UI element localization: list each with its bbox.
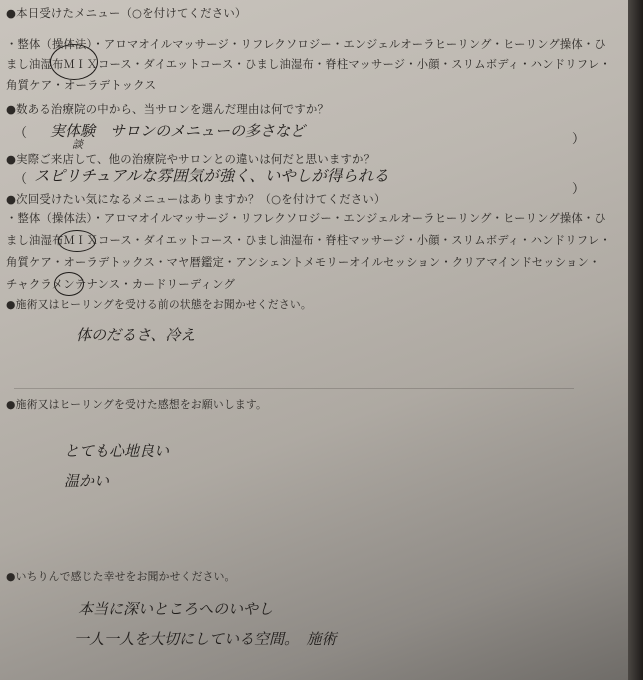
- q7-handwritten-line-1: 本当に深いところへのいやし: [78, 600, 274, 618]
- q6-handwritten-line-1: とても心地良い: [64, 442, 170, 460]
- q3-close-paren: ）: [572, 182, 586, 197]
- divider: [14, 388, 574, 389]
- q2-open-paren: （: [14, 126, 28, 141]
- q2-close-paren: ）: [572, 132, 586, 147]
- q3-handwritten-answer: スピリチュアルな雰囲気が強く、いやしが得られる: [34, 167, 389, 185]
- menu-line-1: ・整体（操体法）・アロマオイルマッサージ・リフレクソロジー・エンジェルオーラヒーリング・ヒーリング操体・ひ: [6, 38, 606, 51]
- selection-circle-2: [58, 230, 96, 252]
- q3-title: ●実際ご来店して、他の治療院やサロンとの違いは何だと思いますか？: [6, 152, 376, 166]
- selection-circle-3: [54, 272, 84, 296]
- q4-title: ●次回受けたい気になるメニューはありますか？（○を付けてください）: [6, 192, 386, 206]
- menu-line-3: 角質ケア・オーラデトックス: [6, 78, 157, 92]
- q1-title: ●本日受けたメニュー（○を付けてください）: [6, 6, 247, 20]
- page-edge-shadow: [628, 0, 643, 680]
- selection-circle: [50, 44, 98, 80]
- menu2-line-2: まし油湿布ＭＩＸコース・ダイエットコース・ひまし油湿布・脊柱マッサージ・小顔・スリムボディ・ハンドリフレ・: [6, 234, 611, 247]
- q3-open-paren: （: [14, 172, 28, 187]
- menu2-line-4: チャクラメンテナンス・カードリーディング: [6, 277, 236, 291]
- q5-title: ●施術又はヒーリングを受ける前の状態をお聞かせください。: [6, 298, 312, 311]
- q2-handwritten-answer: 実体験 サロンのメニューの多さなど: [50, 122, 306, 140]
- q5-handwritten-answer: 体のだるさ、冷え: [76, 326, 196, 344]
- q6-title: ●施術又はヒーリングを受けた感想をお願いします。: [6, 398, 268, 411]
- q2-title: ●数ある治療院の中から、当サロンを選んだ理由は何ですか？: [6, 102, 330, 116]
- q7-handwritten-line-2: 一人一人を大切にしている空間。 施術: [74, 630, 337, 648]
- menu2-line-1: ・整体（操体法）・アロマオイルマッサージ・リフレクソロジー・エンジェルオーラヒーリング・ヒーリング操体・ひ: [6, 212, 606, 225]
- menu-line-2: まし油湿布ＭＩＸコース・ダイエットコース・ひまし油湿布・脊柱マッサージ・小顔・スリムボディ・ハンドリフレ・: [6, 58, 611, 71]
- menu2-line-3: 角質ケア・オーラデトックス・マヤ暦鑑定・アンシェントメモリーオイルセッション・クリアマインドセッション・: [6, 256, 601, 269]
- q2-handwritten-note: 談: [72, 138, 83, 151]
- q7-title: ●いちりんで感じた幸せをお聞かせください。: [6, 570, 236, 583]
- q6-handwritten-line-2: 温かい: [64, 472, 110, 490]
